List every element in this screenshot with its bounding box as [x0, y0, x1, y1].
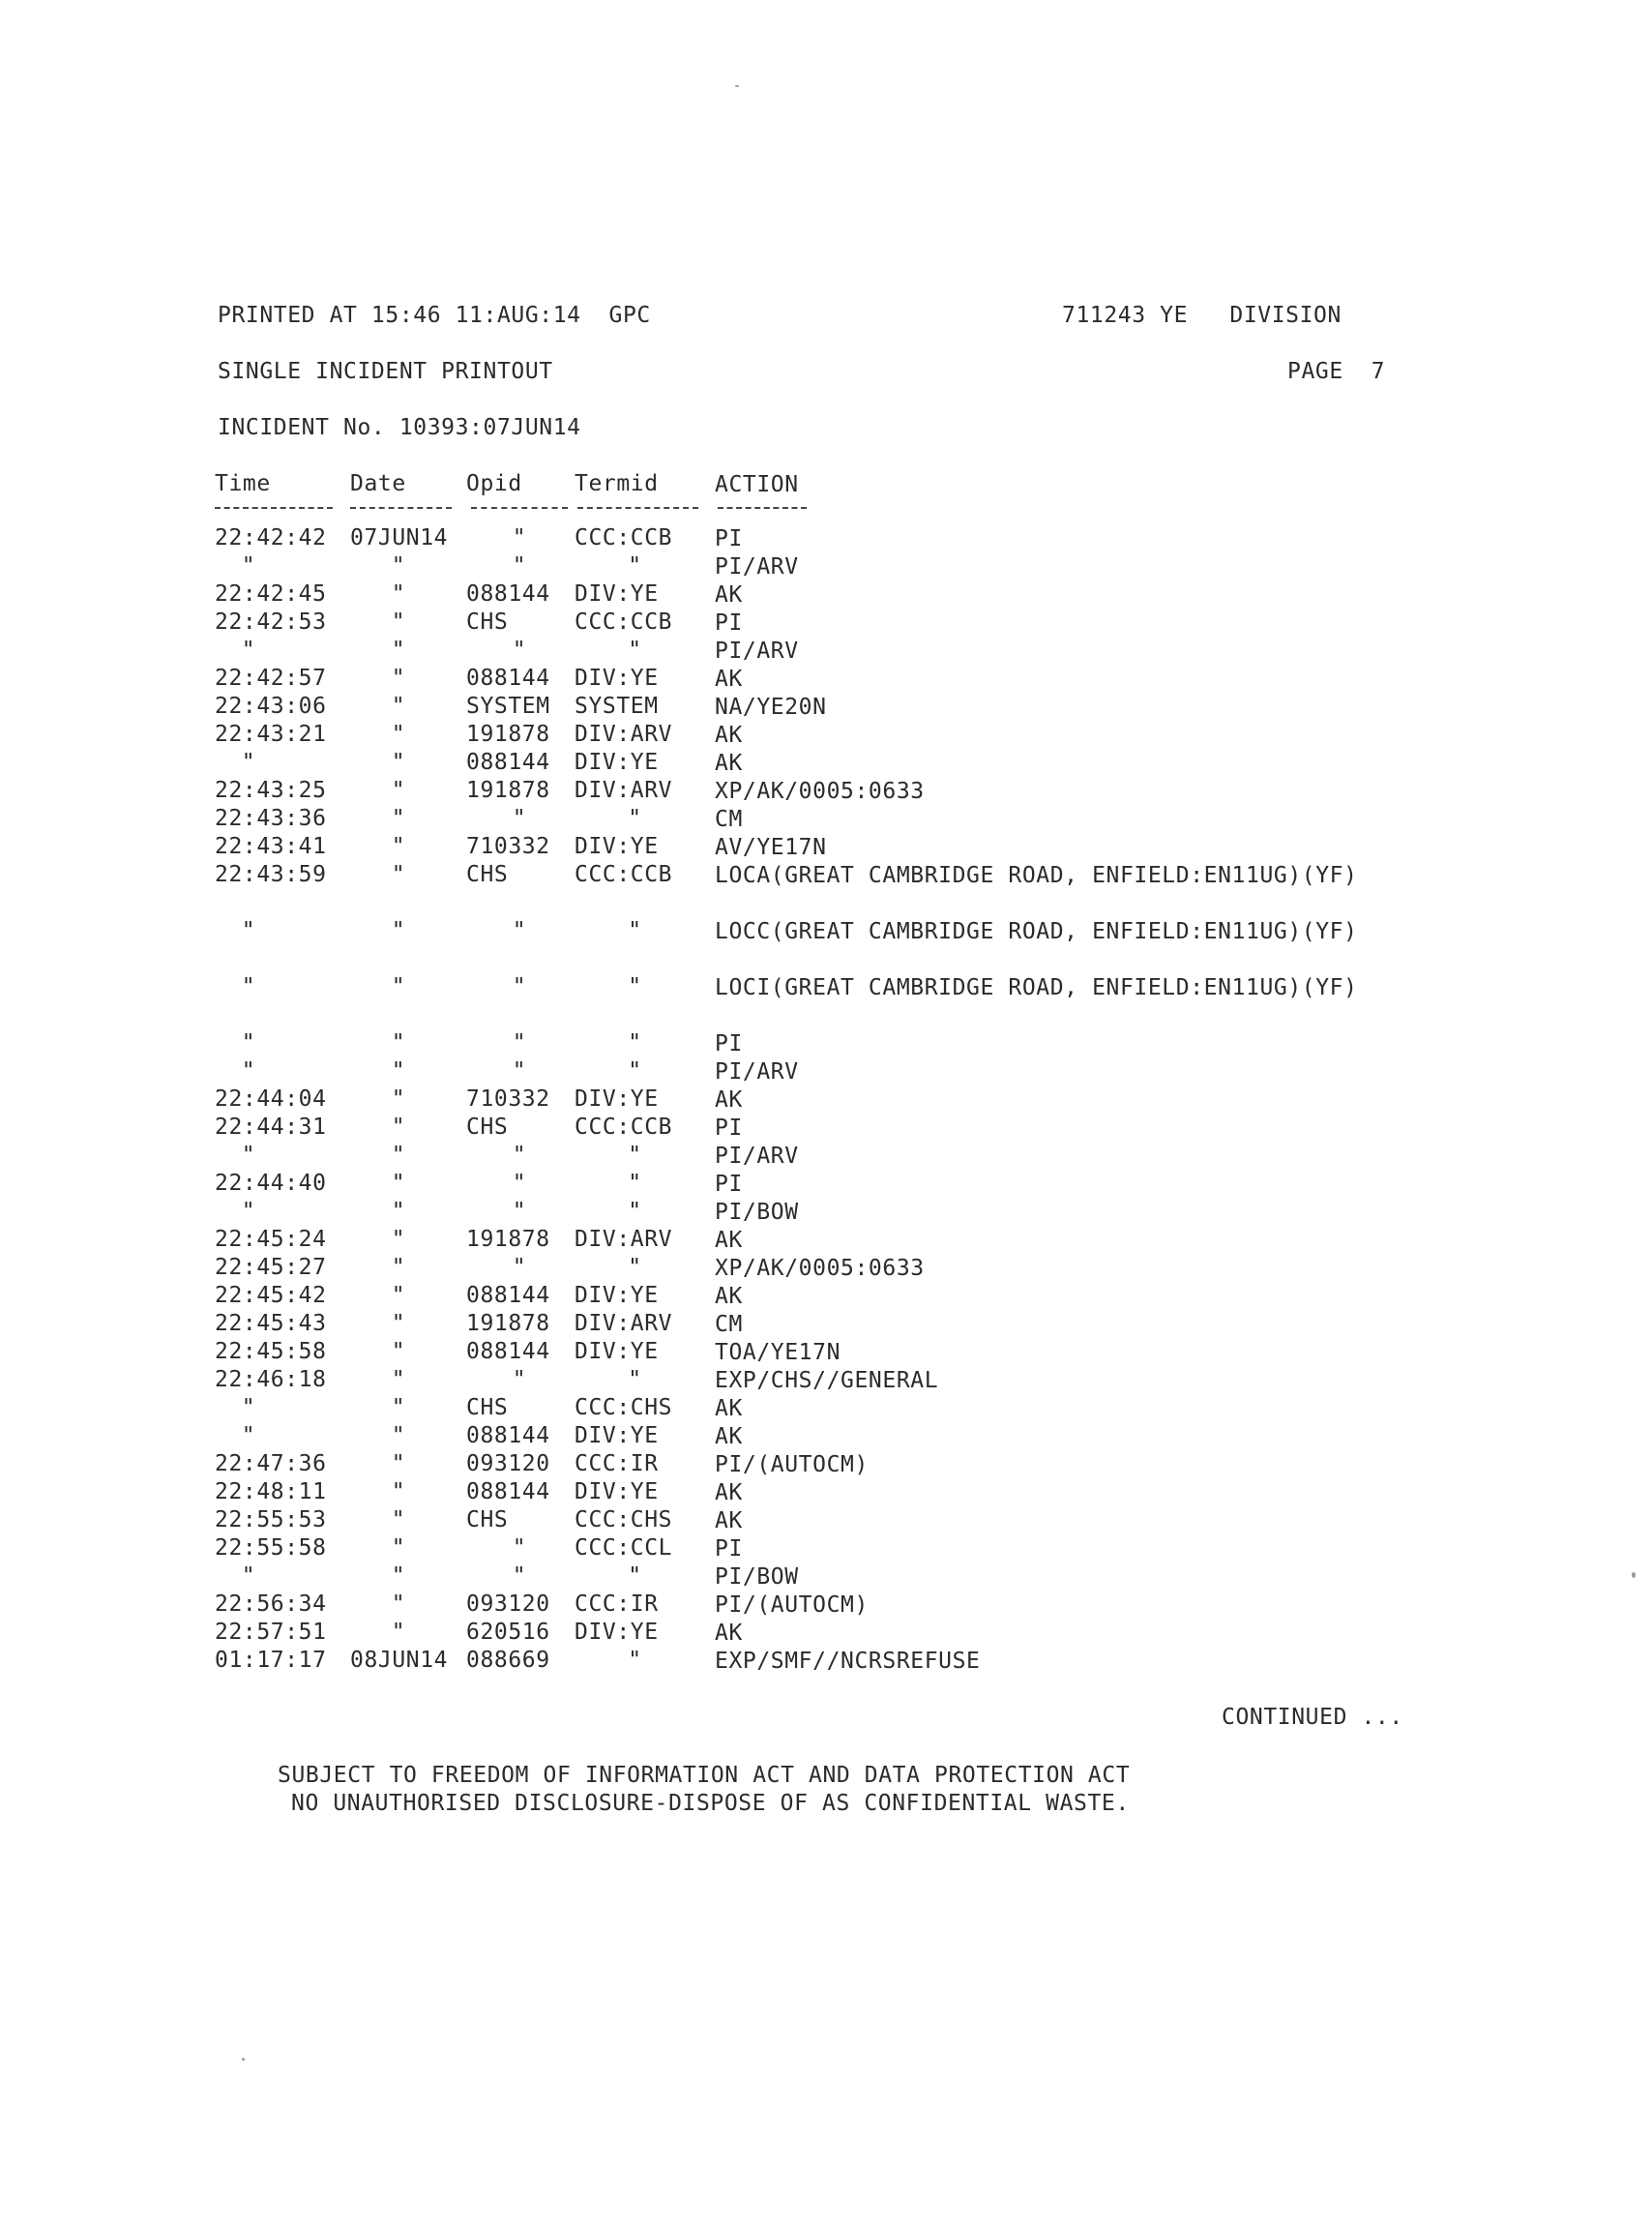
date-cell: ": [391, 1086, 406, 1112]
termid-cell: DIV:ARV: [575, 1227, 673, 1252]
opid-cell: ": [512, 1143, 527, 1168]
opid-cell: 088144: [466, 750, 550, 775]
date-cell: ": [391, 1451, 406, 1476]
table-row: [205, 553, 1414, 581]
opid-cell: CHS: [466, 1507, 509, 1532]
time-cell: 22:45:27: [215, 1255, 327, 1280]
time-cell: ": [241, 750, 256, 775]
action-cell: PI/ARV: [715, 639, 799, 664]
document-title: SINGLE INCIDENT PRINTOUT: [218, 359, 553, 384]
action-cell: PI: [715, 1536, 743, 1562]
time-cell: ": [241, 638, 256, 663]
table-row: [205, 1058, 1414, 1086]
column-header-action: ACTION: [715, 472, 799, 497]
termid-cell: ": [628, 1367, 642, 1392]
action-cell: PI/(AUTOCM): [715, 1592, 869, 1618]
action-cell: NA/YE20N: [715, 695, 827, 720]
table-row: [205, 1591, 1414, 1620]
action-cell: AK: [715, 582, 743, 608]
table-row: [205, 1227, 1414, 1255]
table-row: [205, 1620, 1414, 1648]
date-cell: ": [391, 666, 406, 691]
termid-cell: DIV:YE: [575, 666, 659, 691]
termid-cell: DIV:YE: [575, 1339, 659, 1364]
opid-cell: 088144: [466, 1283, 550, 1308]
termid-cell: DIV:ARV: [575, 1311, 673, 1336]
opid-cell: ": [512, 1171, 527, 1196]
termid-cell: CCC:CHS: [575, 1507, 673, 1532]
date-cell: ": [391, 1058, 406, 1084]
date-cell: 07JUN14: [350, 525, 449, 550]
opid-cell: 088144: [466, 1479, 550, 1504]
table-body: [205, 525, 1414, 1676]
action-cell: AK: [715, 1284, 743, 1309]
time-cell: 01:17:17: [215, 1648, 327, 1673]
action-cell: TOA/YE17N: [715, 1340, 841, 1365]
action-cell: PI: [715, 526, 743, 551]
termid-cell: DIV:ARV: [575, 722, 673, 747]
time-cell: 22:42:57: [215, 666, 327, 691]
opid-cell: 710332: [466, 834, 550, 859]
time-cell: ": [241, 1563, 256, 1589]
incident-table: [205, 471, 1414, 1674]
action-cell: EXP/CHS//GENERAL: [715, 1368, 939, 1393]
table-row: [205, 1535, 1414, 1563]
action-cell: AK: [715, 667, 743, 692]
termid-cell: CCC:CCB: [575, 525, 673, 550]
opid-cell: 191878: [466, 1311, 550, 1336]
opid-cell: 088144: [466, 1339, 550, 1364]
date-cell: ": [391, 610, 406, 635]
opid-cell: ": [512, 1199, 527, 1224]
opid-cell: CHS: [466, 862, 509, 887]
time-cell: 22:46:18: [215, 1367, 327, 1392]
date-cell: ": [391, 1535, 406, 1561]
table-row: [205, 834, 1414, 862]
opid-cell: CHS: [466, 1115, 509, 1140]
termid-cell: DIV:YE: [575, 750, 659, 775]
table-row: [205, 694, 1414, 722]
opid-cell: ": [512, 638, 527, 663]
action-cell: AK: [715, 723, 743, 748]
opid-cell: 093120: [466, 1591, 550, 1617]
time-cell: 22:56:34: [215, 1591, 327, 1617]
date-cell: ": [391, 1171, 406, 1196]
division-line: 711243 YE DIVISION: [1062, 303, 1342, 328]
opid-cell: 088669: [466, 1648, 550, 1673]
termid-cell: ": [628, 553, 642, 579]
date-cell: ": [391, 1255, 406, 1280]
time-cell: ": [241, 918, 256, 943]
action-cell: CM: [715, 1312, 743, 1337]
table-header-row: [205, 471, 1414, 499]
table-row: [205, 638, 1414, 666]
date-cell: ": [391, 1367, 406, 1392]
action-cell: AK: [715, 1480, 743, 1505]
date-cell: ": [391, 834, 406, 859]
table-row: [205, 1311, 1414, 1339]
date-cell: ": [391, 750, 406, 775]
opid-cell: ": [512, 553, 527, 579]
scan-speck: [242, 2058, 245, 2061]
table-row: [205, 666, 1414, 694]
action-cell: XP/AK/0005:0633: [715, 779, 925, 804]
date-cell: ": [391, 806, 406, 831]
table-row: [205, 806, 1414, 834]
termid-cell: DIV:YE: [575, 1086, 659, 1112]
action-cell: AK: [715, 751, 743, 776]
table-row: [205, 610, 1414, 638]
opid-cell: ": [512, 918, 527, 943]
time-cell: 22:43:59: [215, 862, 327, 887]
table-row: [205, 722, 1414, 750]
date-cell: ": [391, 722, 406, 747]
action-cell: PI: [715, 1031, 743, 1056]
termid-cell: ": [628, 1563, 642, 1589]
opid-cell: 093120: [466, 1451, 550, 1476]
action-cell: LOCI(GREAT CAMBRIDGE ROAD, ENFIELD:EN11UG)(YF): [715, 975, 1358, 1000]
date-cell: ": [391, 1115, 406, 1140]
date-cell: ": [391, 1283, 406, 1308]
date-cell: ": [391, 1199, 406, 1224]
time-cell: 22:45:42: [215, 1283, 327, 1308]
time-cell: 22:48:11: [215, 1479, 327, 1504]
opid-cell: ": [512, 1367, 527, 1392]
opid-cell: ": [512, 1058, 527, 1084]
table-row: [205, 1367, 1414, 1395]
table-row: [205, 1507, 1414, 1535]
table-row: [205, 1395, 1414, 1423]
table-row: [205, 1086, 1414, 1115]
action-cell: AK: [715, 1228, 743, 1253]
opid-cell: 088144: [466, 1423, 550, 1448]
date-cell: ": [391, 862, 406, 887]
date-cell: ": [391, 553, 406, 579]
column-header-time: Time: [215, 471, 271, 496]
table-row: [205, 1171, 1414, 1199]
opid-cell: CHS: [466, 610, 509, 635]
opid-cell: ": [512, 806, 527, 831]
termid-cell: CCC:CCB: [575, 1115, 673, 1140]
termid-cell: CCC:CCB: [575, 862, 673, 887]
column-header-date: Date: [350, 471, 406, 496]
action-cell: AK: [715, 1087, 743, 1113]
time-cell: 22:45:58: [215, 1339, 327, 1364]
scan-speck: [1632, 1572, 1636, 1578]
termid-cell: ": [628, 806, 642, 831]
opid-cell: 710332: [466, 1086, 550, 1112]
table-row: [205, 750, 1414, 778]
action-cell: XP/AK/0005:0633: [715, 1256, 925, 1281]
termid-cell: CCC:IR: [575, 1591, 659, 1617]
date-cell: ": [391, 1620, 406, 1645]
action-cell: AK: [715, 1508, 743, 1533]
action-cell: PI/BOW: [715, 1200, 799, 1225]
incident-number: INCIDENT No. 10393:07JUN14: [218, 415, 581, 440]
date-cell: ": [391, 974, 406, 999]
time-cell: 22:47:36: [215, 1451, 327, 1476]
action-cell: PI: [715, 610, 743, 636]
termid-cell: ": [628, 638, 642, 663]
termid-cell: DIV:YE: [575, 1620, 659, 1645]
time-cell: 22:42:42: [215, 525, 327, 550]
table-row: [205, 1283, 1414, 1311]
time-cell: ": [241, 1030, 256, 1056]
termid-cell: ": [628, 1030, 642, 1056]
action-cell: AK: [715, 1424, 743, 1449]
action-cell: CM: [715, 807, 743, 832]
action-cell: AK: [715, 1621, 743, 1646]
time-cell: 22:44:04: [215, 1086, 327, 1112]
time-cell: 22:45:43: [215, 1311, 327, 1336]
action-cell: LOCA(GREAT CAMBRIDGE ROAD, ENFIELD:EN11UG)(YF): [715, 863, 1358, 888]
termid-cell: DIV:ARV: [575, 778, 673, 803]
table-row: [205, 1339, 1414, 1367]
opid-cell: ": [512, 1255, 527, 1280]
table-row: [205, 1030, 1414, 1058]
time-cell: ": [241, 1143, 256, 1168]
opid-cell: 088144: [466, 581, 550, 607]
table-row: [205, 1423, 1414, 1451]
time-cell: 22:44:31: [215, 1115, 327, 1140]
action-cell: EXP/SMF//NCRSREFUSE: [715, 1649, 981, 1674]
termid-cell: SYSTEM: [575, 694, 659, 719]
termid-cell: CCC:IR: [575, 1451, 659, 1476]
table-row: [205, 1255, 1414, 1283]
date-cell: ": [391, 1591, 406, 1617]
opid-cell: 620516: [466, 1620, 550, 1645]
table-row: [205, 1199, 1414, 1227]
time-cell: 22:55:53: [215, 1507, 327, 1532]
action-cell: PI: [715, 1172, 743, 1197]
time-cell: 22:42:53: [215, 610, 327, 635]
date-cell: ": [391, 1479, 406, 1504]
table-row: [205, 778, 1414, 806]
date-cell: ": [391, 918, 406, 943]
action-cell: LOCC(GREAT CAMBRIDGE ROAD, ENFIELD:EN11UG)(YF): [715, 919, 1358, 944]
date-cell: ": [391, 638, 406, 663]
table-row: [205, 1115, 1414, 1143]
date-cell: ": [391, 1339, 406, 1364]
opid-cell: 088144: [466, 666, 550, 691]
termid-cell: ": [628, 1143, 642, 1168]
date-cell: ": [391, 1563, 406, 1589]
time-cell: ": [241, 553, 256, 579]
opid-cell: ": [512, 1030, 527, 1056]
table-row: [205, 1648, 1414, 1676]
time-cell: ": [241, 974, 256, 999]
termid-cell: DIV:YE: [575, 834, 659, 859]
scan-speck: [735, 85, 739, 87]
table-row: [205, 918, 1414, 974]
table-row: [205, 1143, 1414, 1171]
table-row: [205, 974, 1414, 1030]
column-header-opid: Opid: [466, 471, 522, 496]
termid-cell: ": [628, 1171, 642, 1196]
table-row: [205, 525, 1414, 553]
time-cell: 22:43:21: [215, 722, 327, 747]
page-number: PAGE 7: [1287, 359, 1386, 384]
termid-cell: ": [628, 1199, 642, 1224]
time-cell: 22:55:58: [215, 1535, 327, 1561]
table-row: [205, 1451, 1414, 1479]
date-cell: ": [391, 1030, 406, 1056]
table-row: [205, 862, 1414, 918]
action-cell: PI/ARV: [715, 554, 799, 580]
opid-cell: 191878: [466, 778, 550, 803]
action-cell: PI/ARV: [715, 1144, 799, 1169]
date-cell: ": [391, 778, 406, 803]
termid-cell: DIV:YE: [575, 1479, 659, 1504]
opid-cell: ": [512, 525, 527, 550]
footer-notice-line-1: SUBJECT TO FREEDOM OF INFORMATION ACT AND DATA PROTECTION ACT: [278, 1763, 1131, 1788]
opid-cell: CHS: [466, 1395, 509, 1420]
date-cell: ": [391, 1227, 406, 1252]
opid-cell: ": [512, 1563, 527, 1589]
termid-cell: DIV:YE: [575, 1423, 659, 1448]
time-cell: 22:57:51: [215, 1620, 327, 1645]
date-cell: 08JUN14: [350, 1648, 449, 1673]
continued-note: CONTINUED ...: [1222, 1705, 1403, 1730]
date-cell: ": [391, 694, 406, 719]
date-cell: ": [391, 581, 406, 607]
termid-cell: CCC:CHS: [575, 1395, 673, 1420]
opid-cell: SYSTEM: [466, 694, 550, 719]
termid-cell: ": [628, 1058, 642, 1084]
date-cell: ": [391, 1311, 406, 1336]
date-cell: ": [391, 1423, 406, 1448]
time-cell: 22:42:45: [215, 581, 327, 607]
action-cell: AV/YE17N: [715, 835, 827, 860]
time-cell: ": [241, 1199, 256, 1224]
time-cell: 22:43:41: [215, 834, 327, 859]
termid-cell: ": [628, 918, 642, 943]
termid-cell: CCC:CCB: [575, 610, 673, 635]
action-cell: PI: [715, 1116, 743, 1141]
time-cell: ": [241, 1395, 256, 1420]
time-cell: 22:45:24: [215, 1227, 327, 1252]
time-cell: 22:43:25: [215, 778, 327, 803]
termid-cell: ": [628, 1648, 642, 1673]
time-cell: 22:43:06: [215, 694, 327, 719]
action-cell: PI/(AUTOCM): [715, 1452, 869, 1477]
opid-cell: 191878: [466, 1227, 550, 1252]
printed-at-line: PRINTED AT 15:46 11:AUG:14 GPC: [218, 303, 651, 328]
time-cell: ": [241, 1423, 256, 1448]
action-cell: PI/BOW: [715, 1564, 799, 1590]
termid-cell: ": [628, 974, 642, 999]
time-cell: 22:44:40: [215, 1171, 327, 1196]
time-cell: 22:43:36: [215, 806, 327, 831]
time-cell: ": [241, 1058, 256, 1084]
table-row: [205, 1563, 1414, 1591]
termid-cell: DIV:YE: [575, 1283, 659, 1308]
action-cell: PI/ARV: [715, 1059, 799, 1085]
action-cell: AK: [715, 1396, 743, 1421]
date-cell: ": [391, 1507, 406, 1532]
table-row: [205, 581, 1414, 610]
column-header-termid: Termid: [575, 471, 659, 496]
footer-notice-line-2: NO UNAUTHORISED DISCLOSURE-DISPOSE OF AS CONFIDENTIAL WASTE.: [291, 1791, 1130, 1816]
termid-cell: ": [628, 1255, 642, 1280]
date-cell: ": [391, 1143, 406, 1168]
table-row: [205, 1479, 1414, 1507]
termid-cell: DIV:YE: [575, 581, 659, 607]
date-cell: ": [391, 1395, 406, 1420]
termid-cell: CCC:CCL: [575, 1535, 673, 1561]
opid-cell: ": [512, 1535, 527, 1561]
opid-cell: 191878: [466, 722, 550, 747]
opid-cell: ": [512, 974, 527, 999]
